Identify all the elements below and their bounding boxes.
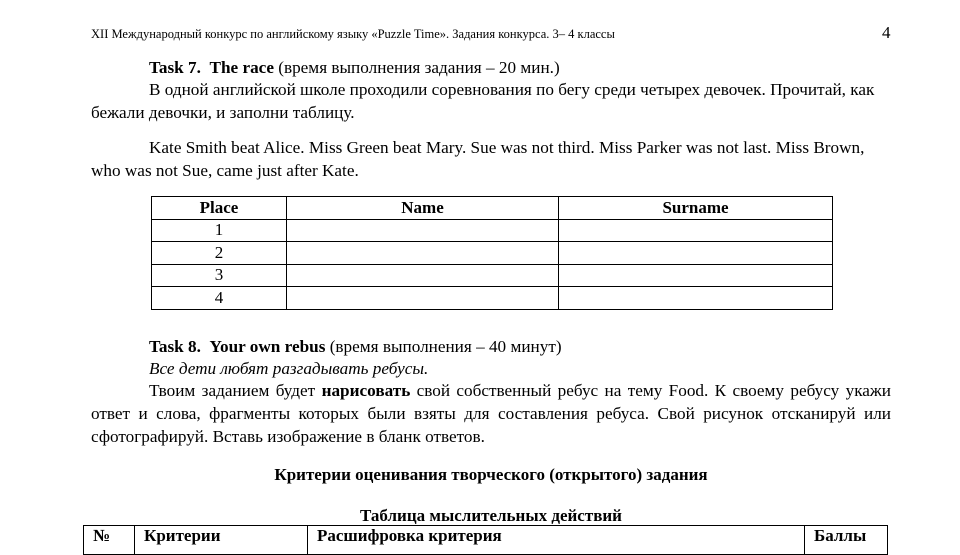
surname-cell bbox=[559, 287, 833, 310]
place-cell: 2 bbox=[152, 242, 287, 265]
task8-subtitle: Все дети любят разгадывать ребусы. bbox=[149, 359, 429, 378]
task8-name: Your own rebus bbox=[209, 337, 326, 356]
task7-intro: В одной английской школе проходили соревнования по бегу среди четырех девочек. Прочитай, как бежали девочки, и заполни таблицу. bbox=[91, 80, 875, 122]
task8-label: Task 8. bbox=[149, 337, 201, 356]
task8-body-bold: нарисовать bbox=[321, 381, 411, 400]
name-cell bbox=[287, 242, 559, 265]
table-row bbox=[152, 287, 833, 310]
criteria-title: Критерии оценивания творческого (открытого) задания bbox=[274, 465, 708, 484]
header-number: № bbox=[84, 526, 135, 555]
table-row bbox=[152, 219, 833, 242]
table-row bbox=[152, 264, 833, 287]
actions-table bbox=[83, 525, 888, 555]
table-row bbox=[152, 242, 833, 265]
page-header: XII Международный конкурс по английскому языку «Puzzle Time». Задания конкурса. 3– 4 классы bbox=[91, 27, 615, 41]
task7-label: Task 7. bbox=[149, 58, 201, 77]
place-cell: 1 bbox=[152, 219, 287, 242]
name-cell bbox=[287, 287, 559, 310]
race-table-header-row bbox=[152, 197, 833, 220]
task7-time: (время выполнения задания – 20 мин.) bbox=[278, 58, 560, 77]
task8-body-part2: свой собственный ребус на тему Food. К своему ребусу укажи ответ и слова, фрагменты которых были взяты для составления ребуса. Свой рисунок отсканируй или сфотографируй. Вставь изображение в бланк ответов. bbox=[91, 381, 892, 446]
name-cell bbox=[287, 219, 559, 242]
page-number: 4 bbox=[882, 23, 891, 42]
name-cell bbox=[287, 264, 559, 287]
header-name: Name bbox=[287, 197, 559, 220]
actions-table-title: Таблица мыслительных действий bbox=[360, 506, 622, 525]
header-points: Баллы bbox=[805, 526, 888, 555]
race-table bbox=[151, 196, 833, 310]
task8-time: (время выполнения – 40 минут) bbox=[329, 337, 562, 356]
task8-title bbox=[91, 335, 891, 358]
header-place: Place bbox=[152, 197, 287, 220]
place-cell: 3 bbox=[152, 264, 287, 287]
surname-cell bbox=[559, 242, 833, 265]
actions-table-header-row bbox=[84, 526, 888, 555]
surname-cell bbox=[559, 264, 833, 287]
place-cell: 4 bbox=[152, 287, 287, 310]
task7-name: The race bbox=[209, 58, 274, 77]
header-criteria-description: Расшифровка критерия bbox=[308, 526, 805, 555]
task7-title bbox=[91, 56, 891, 79]
header-criteria: Критерии bbox=[135, 526, 308, 555]
task8-body bbox=[91, 379, 891, 448]
task7-clues: Kate Smith beat Alice. Miss Green beat Mary. Sue was not third. Miss Parker was not last. Miss Brown, who was not Sue, came just after Kate. bbox=[91, 138, 865, 180]
surname-cell bbox=[559, 219, 833, 242]
task8-body-part1: Твоим заданием будет bbox=[149, 381, 316, 400]
header-surname: Surname bbox=[559, 197, 833, 220]
